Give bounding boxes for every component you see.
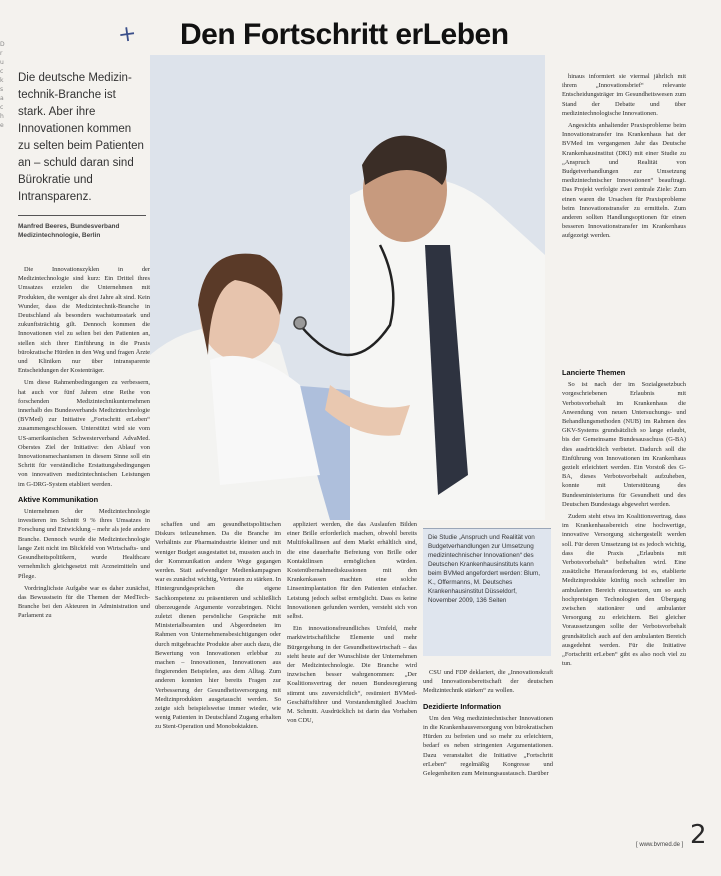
column-5-upper [562, 72, 686, 362]
column-3-paragraph: Ein innovationsfreundliches Umfeld, mehr marktwirtschaftliche Elemente und mehr Bürgergehung in der Gesundheitswirtschaft – das steht heute auf der Wunschliste der Unternehmen der Medizintechnologie. Die Branche wird inzwischen besser wahrgenommen: „Der Koalitionsvertrag der neuen Bundesregierung stimmt uns zuversichtlich“, resümiert BVMed-Geschäftsführer und Vorstandsmitglied Joachim M. Schmitt. Ausdrücklich ist darin das Vorhaben von CDU, [287, 625, 417, 725]
column-1-paragraph: Um diese Rahmenbedingungen zu verbessern, hat auch vor fünf Jahren eine Reihe von forschenden Medizintechnikunternehmen innerhalb des Bundesverbands Medizintechnologie (BVMed) zur Initiative „Fortschritt erLeben“ zusammengeschlossen. Unterstützt wird sie vom US-amerikanischen Schwesterverband AdvaMed. Oberstes Ziel der Initiative: den Ablauf von Innovationsmechanismen in diesem Sinne soll ein Schritt für verständliche Erstattungsbedingungen von innovativen medizintechnischen Leistungen im G-DRG-System etabliert werden. [18, 379, 150, 488]
column-1-paragraph: Vordringlichste Aufgabe war es daher zunächst, das Bewusstsein für die Themen der MedTech-Branche bei den Akteuren in Administration und Parlament zu [18, 584, 150, 620]
subhead-aktive-kommunikation: Aktive Kommunikation [18, 494, 99, 504]
photo-illustration [150, 55, 545, 520]
column-1-paragraph: Unternehmen der Medizintechnologie investieren im Schnitt 9 % ihres Umsatzes in Forschung und Entwicklung – mehr als jede andere Branche. Dennoch wurde die Medizintechnologie lange Zeit nicht im Blickfeld von Wirtschafts- und Gesundheitspolitikern, wurde Healthcare vernehmlich gleichgesetzt mit Arzneimitteln und Pflege. [18, 508, 150, 580]
column-3 [287, 520, 417, 868]
headline: Den Fortschritt erLeben [180, 18, 509, 51]
column-2-paragraph: schaffen und am gesundheitspolitischen Diskurs teilzunehmen. Da die Branche im Verhältnis zur Pharmaindustrie kleiner und mit weniger Budget ausgestattet ist, mussten auch in der Kommunikation andere Wege gegangen werden. Statt aufwendiger Medienkampagnen war es zunächst wichtig, Vertrauen zu stärken. In Hintergrundgesprächen die eigene Sachkompetenz zu präsentieren und schließlich überzeugende Argumente vorzubringen. Nicht zuletzt dienen persönliche Gespräche mit Ministerialbeamten und Abgeordneten im Rahmen von Unternehmensbesichtigungen oder durch mitgebrachte Produkte aber auch dazu, die Bewertung von Innovationen erlebbar zu machen – Innovationen, Innovationen aus fingierenden Beispielen, aus dem Alltag. Zum anderen konnten hier bereits Fragen zur Verbesserung der Gesundheitsversorgung mit Medizinprodukten ausgetauscht werden. So zeigte sich beispielsweise immer wieder, wie wenig Patienten in Deutschland Zugang erhalten zu Stent-Operation und Monoboktakten. [155, 521, 281, 731]
subhead-dezidierte-information: Dezidierte Information [423, 701, 502, 711]
author-line: Manfred Beeres, Bundesverband Medizintechnologie, Berlin [18, 223, 120, 239]
column-3-paragraph: appliziert werden, die das Auslaufen Bilden einer Brille erforderlich machen, obwohl bereits Multifokallinsen auf dem Markt erhältlich sind, die eine dauerhafte Befreiung von Brille oder Kontaktlinsen ermöglichen würden. Kostenübernahmediskussionen mit den Krankenkassen machten eine solche Linsenimplantation für den Patienten einfacher. Leistung jedoch selbst ermöglicht. Dass es keine Innovationen gefunden werden, versteht sich von selbst. [287, 521, 417, 621]
side-margin-marks: Drucksache [0, 41, 5, 129]
pen-annotation: + [116, 20, 139, 49]
column-1 [18, 265, 150, 865]
column-5-paragraph: Angesichts anhaltender Praxisprobleme beim Innovationstransfer ins Krankenhaus hat der BVMed im vergangenen Jahr das Deutsche Krankenhausinstitut (DKI) mit einer Studie zu „Anspruch und Realität von Budgetverhandlungen zur Umsetzung medizintechnischer Innovationen“ beauftragt. Das Projekt verfolgte zwei zentrale Ziele: Zum einen waren die Ursachen für Praxisprobleme beim Innovationstransfer zu ermitteln. Zum anderen sollten Handlungsoptionen für einen besseren Innovationstransfer im Krankenhaus aufgezeigt werden. [562, 122, 686, 240]
column-4-paragraph: Um den Weg medizintechnischer Innovationen in die Krankenhausversorgung von bürokratischen Hürden zu befreien und so mehr zu erleichtern, bedarf es neben stringenten Argumentationen. Dazu veranstaltet die Initiative „Fortschritt erLeben“ regelmäßig Kongresse und Gelegenheiten zum Meinungsaustausch. Darüber [423, 714, 553, 778]
doctor-child-photo [150, 55, 545, 520]
column-1-paragraph: Die Innovationszyklen in der Medizintechnologie sind kurz: Ein Drittel ihres Umsatzes erzielen die Unternehmen mit Produkten, die weniger als drei Jahre alt sind. Kein Wunder, dass die Medizintechnik-Branche in Deutschland als besonders wachstumsstark und zukunftsträchtig gilt. Dennoch kommen die Innovationen viel zu selten bei den Patienten an, stellen sich ihrer Einführung in die Praxis bürokratische Hürden in den Weg und fragen Ärzte und Kliniken nur über intransparente Entscheidungen der Kostenträger. [18, 266, 150, 375]
column-2 [155, 520, 281, 868]
column-5-paragraph: So ist nach der im Sozialgesetzbuch vorgeschriebenen Erlaubnis mit Verbotsvorbehalt im Krankenhaus die Anwendung von neuen Untersuchungs- und Behandlungsmethoden (NUB) im Rahmen des GKV-Systems grundsätzlich so lange erlaubt, bis der Gemeinsame Bundesausschuss (G-BA) dies ausdrücklich verbietet. Dadurch soll die Einführung von Innovationen im Krankenhaus gezielt erleichtert werden. Ein Vorstoß des G-BA, dieses Verbotsvorbehalt aufzuheben, konnte mit Unterstützung des Bundesministeriums für Gesundheit und des Deutschen Bundestags abgewehrt werden. [562, 381, 686, 508]
column-5-lower [562, 362, 686, 857]
column-4-paragraph: CSU und FDP deklariert, die „Innovationskraft und Innovationsbereitschaft der deutschen Medizintechnik stärken“ zu wollen. [423, 669, 553, 695]
lead-divider [18, 215, 146, 216]
website-tag: [ www.bvmed.de ] [636, 842, 684, 848]
study-info-box: Die Studie „Anspruch und Realität von Budgetverhandlungen zur Umsetzung medizintechnischer Innovationen“ des Deutschen Krankenhausinstituts kann beim BVMed angefordert werden: Blum, K., Offermanns, M. Deutsches Krankenhausinstitut Düsseldorf, November 2009, 136 Seiten [423, 528, 551, 656]
page-number: 2 [690, 820, 707, 850]
lead-text: Die deutsche Medizin-technik-Branche ist stark. Aber ihre Innovationen kommen zu selten beim Patienten an – schuld daran sind Bürokratie und Intransparenz. [18, 72, 144, 203]
column-4-lower [423, 668, 553, 868]
column-5-paragraph: hinaus informiert sie viermal jährlich mit ihrem „Innovationsbrief“ relevante Entscheidungsträger im Gesundheitswesen zum Stand der Debatte und über medizintechnologische Innovationen. [562, 73, 686, 117]
subhead-lancierte-themen: Lancierte Themen [562, 368, 626, 377]
column-5-paragraph: Zudem steht etwa im Koalitionsvertrag, dass im Krankenhausbereich eine hochwertige, innovative Versorgung sichergestellt werden soll. Für deren Umsetzung ist es jedoch wichtig, dass die Praxis „Erlaubnis mit Verbotsvorbehalt“ beibehalten wird. Eine zusätzliche Herausforderung ist es, etablierte Medizinprodukte künftig noch schneller im ambulanten Bereich einzusetzen, um so auch hochpreisigen Technologien den Übergang zwischen stationärer und ambulanter Versorgung zu erleichtern. Bei gleicher Voraussetzungen sollte der Verbotsvorbehalt grundsätzlich auch auf den ambulanten Bereich ausgedehnt werden. Für die Initiative „Fortschritt erLeben“ gibt es also noch viel zu tun. [562, 513, 686, 668]
